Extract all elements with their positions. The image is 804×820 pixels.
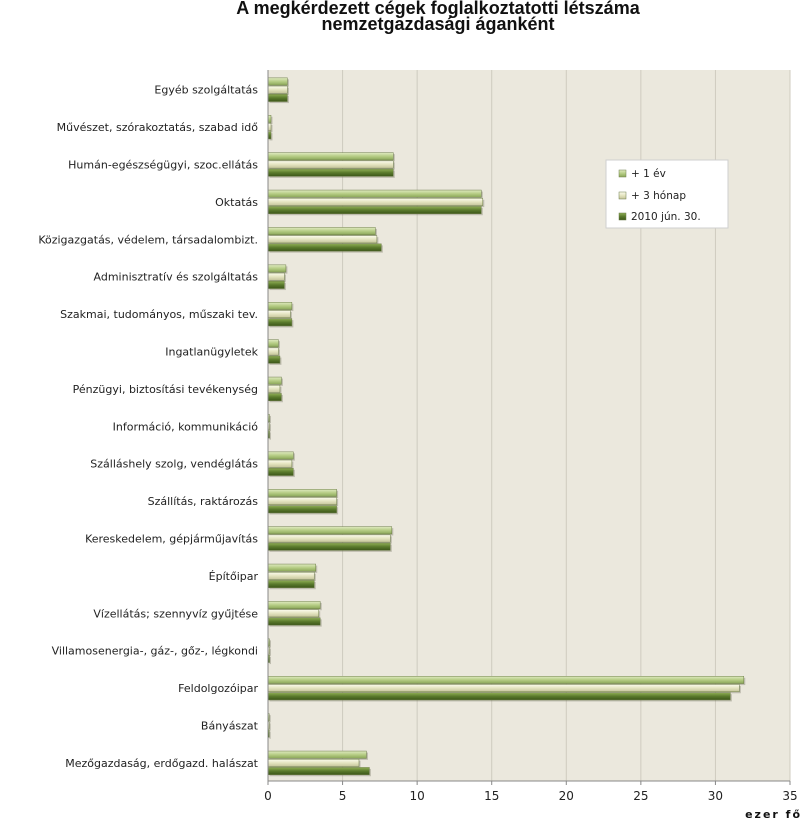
bar-plus-1-year bbox=[268, 78, 287, 85]
legend-swatch bbox=[619, 170, 626, 177]
legend-swatch bbox=[619, 192, 626, 199]
category-label: Művészet, szórakoztatás, szabad idő bbox=[56, 121, 258, 135]
bar-plus-1-year bbox=[268, 489, 337, 496]
category-label: Ingatlanügyletek bbox=[165, 345, 258, 359]
category-labels bbox=[38, 84, 258, 770]
category-label: Adminisztratív és szolgáltatás bbox=[93, 270, 258, 284]
bar-2010-june-30 bbox=[268, 281, 284, 288]
bar-plus-3-months bbox=[268, 348, 278, 355]
bar-2010-june-30 bbox=[268, 206, 481, 213]
category-label: Vízellátás; szennyvíz gyűjtése bbox=[93, 607, 258, 621]
category-label: Információ, kommunikáció bbox=[112, 420, 258, 434]
bar-2010-june-30 bbox=[268, 767, 369, 774]
x-tick-label: 30 bbox=[707, 789, 724, 803]
bar-plus-1-year bbox=[268, 190, 481, 197]
bar-2010-june-30 bbox=[268, 393, 281, 400]
bar-plus-1-year bbox=[268, 751, 366, 758]
bar-2010-june-30 bbox=[268, 618, 320, 625]
bar-plus-1-year bbox=[268, 377, 281, 384]
bar-plus-1-year bbox=[268, 265, 286, 272]
bar-shadow bbox=[270, 715, 271, 722]
bar-plus-1-year bbox=[268, 527, 392, 534]
bar-plus-3-months bbox=[268, 310, 290, 317]
bar-2010-june-30 bbox=[268, 580, 314, 587]
bar-2010-june-30 bbox=[268, 693, 730, 700]
category-label: Humán-egészségügyi, szoc.ellátás bbox=[68, 158, 258, 172]
bar-plus-1-year bbox=[268, 227, 375, 234]
legend-label: + 3 hónap bbox=[631, 190, 686, 202]
x-tick-label: 15 bbox=[484, 789, 500, 803]
category-label: Bányászat bbox=[200, 719, 258, 733]
bar-plus-3-months bbox=[268, 198, 483, 205]
category-label: Pénzügyi, biztosítási tevékenység bbox=[72, 382, 258, 396]
bar-2010-june-30 bbox=[268, 244, 381, 251]
bar-plus-1-year bbox=[268, 340, 278, 347]
category-label: Kereskedelem, gépjárműjavítás bbox=[85, 532, 258, 546]
category-label: Villamosenergia-, gáz-, gőz-, légkondi bbox=[51, 644, 258, 658]
bar-2010-june-30 bbox=[268, 94, 287, 101]
category-label: Szállítás, raktározás bbox=[147, 495, 258, 509]
x-tick-labels bbox=[264, 781, 797, 803]
legend bbox=[606, 160, 728, 228]
bar-plus-3-months bbox=[268, 497, 337, 504]
bar-2010-june-30 bbox=[268, 468, 293, 475]
category-label: Építőipar bbox=[208, 569, 258, 583]
bar-2010-june-30 bbox=[268, 356, 280, 363]
bar-2010-june-30 bbox=[268, 506, 337, 513]
bar-shadow bbox=[270, 723, 271, 730]
bar-plus-1-year bbox=[268, 302, 292, 309]
chart-title-line-1: A megkérdezett cégek foglalkoztatotti létszáma bbox=[236, 0, 640, 18]
legend-swatch bbox=[619, 213, 626, 220]
x-tick-label: 25 bbox=[633, 789, 649, 803]
bar-2010-june-30 bbox=[268, 319, 292, 326]
chart-title-line-2: nemzetgazdasági áganként bbox=[321, 14, 555, 34]
bar-plus-1-year bbox=[268, 601, 320, 608]
category-label: Feldolgozóipar bbox=[178, 682, 258, 696]
x-tick-label: 0 bbox=[264, 789, 272, 803]
x-tick-label: 10 bbox=[409, 789, 425, 803]
bar-2010-june-30 bbox=[268, 169, 393, 176]
bar-plus-1-year bbox=[268, 564, 316, 571]
bar-plus-3-months bbox=[268, 86, 287, 93]
bar-plus-3-months bbox=[268, 572, 314, 579]
x-axis-label: ezer fő bbox=[745, 808, 802, 820]
x-tick-label: 35 bbox=[782, 789, 798, 803]
bar-plus-3-months bbox=[268, 236, 377, 243]
category-label: Egyéb szolgáltatás bbox=[154, 83, 258, 97]
bar-plus-3-months bbox=[268, 161, 393, 168]
category-label: Közigazgatás, védelem, társadalombizt. bbox=[38, 233, 258, 247]
legend-label: 2010 jún. 30. bbox=[631, 211, 701, 223]
bar-plus-3-months bbox=[268, 610, 319, 617]
bar-plus-3-months bbox=[268, 385, 280, 392]
bar-shadow bbox=[270, 732, 271, 739]
bar-plus-3-months bbox=[268, 273, 284, 280]
bar-plus-3-months bbox=[268, 759, 359, 766]
x-tick-label: 20 bbox=[558, 789, 574, 803]
x-tick-label: 5 bbox=[338, 789, 347, 803]
bar-plus-3-months bbox=[268, 535, 390, 542]
bar-plus-3-months bbox=[268, 684, 739, 691]
category-label: Szálláshely szolg, vendéglátás bbox=[90, 457, 258, 471]
category-label: Szakmai, tudományos, műszaki tev. bbox=[60, 308, 258, 322]
category-label: Mezőgazdaság, erdőgazd. halászat bbox=[65, 756, 258, 770]
category-label: Oktatás bbox=[215, 195, 258, 209]
legend-label: + 1 év bbox=[631, 168, 666, 180]
bar-plus-1-year bbox=[268, 676, 744, 683]
bar-plus-3-months bbox=[268, 460, 292, 467]
bar-plus-1-year bbox=[268, 153, 393, 160]
bar-plus-1-year bbox=[268, 452, 293, 459]
bar-2010-june-30 bbox=[268, 543, 390, 550]
